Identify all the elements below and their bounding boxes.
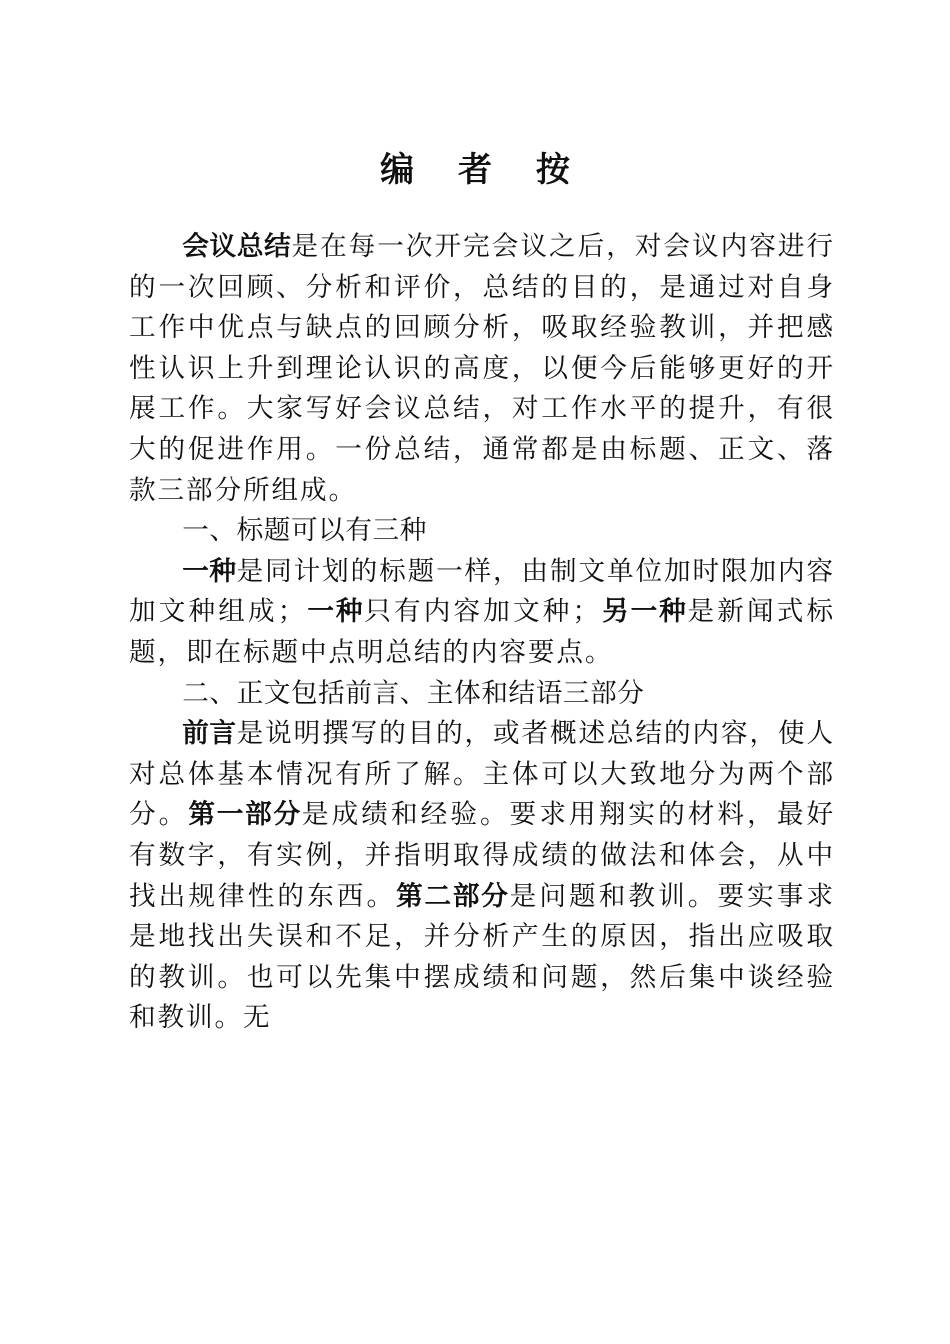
section-2-bold-1: 前言 (182, 718, 237, 750)
section-2-bold-3: 第二部分 (396, 880, 510, 912)
section-1-heading: 一、标题可以有三种 (182, 515, 427, 547)
section-1-bold-3: 另一种 (600, 596, 688, 628)
intro-paragraph (129, 227, 835, 511)
section-1-text-2: 只有内容加文种； (364, 596, 601, 628)
section-2-heading: 二、正文包括前言、主体和结语三部分 (182, 677, 645, 709)
section-1-text-3: 是新闻式标题，即在标题中点明总结的内容要点。 (129, 596, 835, 668)
intro-lead-bold: 会议总结 (182, 231, 292, 262)
section-2-text-1: 是说明撰写的目的，或者概述总结的内容，使人对总体基本情况有所了解。主体可以大致地分为两个部分。 (129, 718, 836, 831)
body-text (129, 227, 835, 1039)
section-1-bold-2: 一种 (306, 596, 365, 628)
section-2-paragraph (129, 714, 835, 1039)
section-1-bold-1: 一种 (182, 555, 237, 587)
page-title: 编 者 按 (380, 150, 586, 190)
section-2-text-3: 是问题和教训。要实事求是地找出失误和不足，并分析产生的原因，指出应吸取的教训。也可以先集中摆成绩和问题，然后集中谈经验和教训。无 (129, 880, 835, 1034)
section-1-text-1: 是同计划的标题一样，由制文单位加时限加内容加文种组成； (129, 555, 836, 628)
intro-text: 是在每一次开完会议之后，对会议内容进行的一次回顾、分析和评价，总结的目的，是通过对自身工作中优点与缺点的回顾分析，吸取经验教训，并把感性认识上升到理论认识的高度，以便今后能够更好的开展工作。大家写好会议总结，对工作水平的提升，有很大的促进作用。一份总结，通常都是由标题、正文、落款三部分所组成。 (129, 231, 835, 506)
section-2-text-2: 是成绩和经验。要求用翔实的材料，最好有数字，有实例，并指明取得成绩的做法和体会，从中找出规律性的东西。 (129, 799, 835, 912)
section-1-paragraph (129, 552, 835, 674)
section-2-bold-2: 第一部分 (188, 799, 302, 831)
